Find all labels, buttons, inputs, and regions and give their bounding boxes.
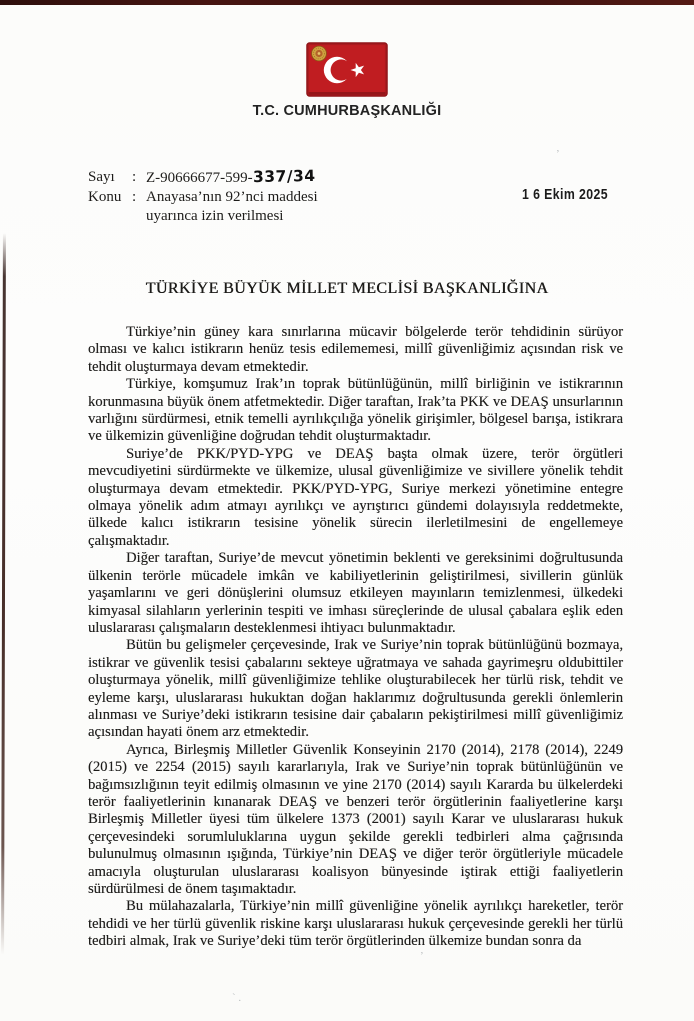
body-paragraph: Bütün bu gelişmeler çerçevesinde, Irak ve Suriye’nin toprak bütünlüğünü bozmaya, istikrar ve güvenlik tesisi çabalarını sekteye uğratmaya ve sahada gayrimeşru oldubittiler oluşturmaya yönelik, millî güvenliğimize tehlike oluşturabilecek her türlü risk, tehdit ve eyleme karşı, uluslararası hukuktan doğan haklarımız doğrultusunda gerekli önlemlerin alınması ve Suriye’deki istikrarın tesisine dair çabaların pekiştirilmesi millî güvenliğimiz açısından hayati önem arz etmektedir. [88,637,623,741]
body-paragraph: Türkiye’nin güney kara sınırlarına mücavir bölgelerde terör tehdidinin sürüyor olması ve kalıcı istikrarın henüz tesis edilememesi, millî güvenliğimiz açısından risk ve tehdit oluşturmaya devam etmektedir. [88,324,623,375]
presidential-seal-icon [312,46,327,61]
sayi-handwritten-number: 337/34 [252,166,316,187]
scan-edge-top [0,0,694,5]
body-paragraph: Bu mülahazalarla, Türkiye’nin millî güvenliğine yönelik ayrılıkçı hareketler, terör tehdidi ve her türlü güvenlik riskine karşı uluslararası hukuk çerçevesinde gerekli her türlü tedbiri almak, Irak ve Suriye’deki tüm terör örgütlerinden ülkemize bundan sonra da [88,898,623,950]
presidential-emblem [306,42,388,98]
scan-smudge: ’ [556,148,560,160]
konu-colon: : [132,189,137,205]
sayi-row [88,168,358,188]
sayi-label: Sayı [88,169,115,185]
scan-smudge: ` . [232,992,242,1004]
konu-label: Konu [88,189,122,205]
konu-row [88,188,358,226]
body-paragraph: Ayrıca, Birleşmiş Milletler Güvenlik Konseyinin 2170 (2014), 2178 (2014), 2249 (2015) ve 2254 (2015) sayılı kararlarıyla, Irak ve Suriye’nin toprak bütünlüğünün ve bağımsızlığının teyit edilmiş olmasının ve yine 2170 (2014) sayılı Kararda bu ülkelerdeki terör faaliyetlerinin kınanarak DEAŞ ve benzeri terör örgütlerinin faaliyetlerine karşı Birleşmiş Milletler üyesi tüm ülkelere 1373 (2001) sayılı Karar ve uluslararası hukuk çerçevesindeki sorumluluklarına uygun şekilde gerekli tedbirleri alma çağrısında bulunulmuş olmasının ışığında, Türkiye’nin DEAŞ ve diğer terör örgütleriyle mücadele amacıyla oluşturulan uluslararası koalisyon bünyesinde iştirak ettiği faaliyetlerin sürdürülmesi de önem taşımaktadır. [88,741,623,897]
sayi-colon: : [132,169,137,185]
scan-smudge: ’ [420,950,424,962]
sayi-printed-number: Z-90666677-599- [146,170,253,186]
scan-edge-left [1,233,6,955]
body-paragraph: Suriye’de PKK/PYD-YPG ve DEAŞ başta olmak üzere, terör örgütleri mevcudiyetini sürdürmekte ve ülkemize, ulusal güvenliğimize ve sivillere yönelik tehdit oluşturmaya devam etmektedir. PKK/PYD-YPG, Suriye merkezi yönetimine entegre olmaya yönelik adım atmayı ayrılıkçı ve ayrıştırıcı gündemi dolayısıyla reddetmekte, ülkede kalıcı istikrarın tesisine yönelik sürecin ilerletilmesini de engellemeye çalışmaktadır. [88,445,623,549]
turkish-flag-icon [306,42,388,98]
org-title: T.C. CUMHURBAŞKANLIĞI [252,103,442,119]
sayi-value [146,168,315,188]
konu-value: Anayasa’nın 92’nci maddesi uyarınca izin verilmesi [146,189,318,224]
letter-body [88,324,623,951]
recipient-title: TÜRKİYE BÜYÜK MİLLET MECLİSİ BAŞKANLIĞINA [145,280,549,297]
reference-block [88,168,358,226]
body-paragraph: Diğer taraftan, Suriye’de mevcut yönetimin beklenti ve gereksinimi doğrultusunda ülkenin terörle mücadele imkân ve kabiliyetlerinin geliştirilmesi, sivillerin günlük yaşamlarını ve geri dönüşlerini olumsuz etkileyen mayınların temizlenmesi, ülkedeki kimyasal silahların yerlerinin tespiti ve imhası süreçlerinde de ulusal çabalara eşlik eden uluslararası çalışmaların desteklenmesi ihtiyacı bulunmaktadır. [88,550,623,636]
date-stamp: 1 6 Ekim 2025 [522,186,609,203]
body-paragraph: Türkiye, komşumuz Irak’ın toprak bütünlüğünün, millî birliğinin ve istikrarının korunmasına büyük önem atfetmektedir. Diğer taraftan, Irak’ta PKK ve DEAŞ unsurlarının varlığını sürdürmesi, etnik temelli ayrılıkçılığa yönelik girişimler, bölgesel barışa, istikrara ve ülkemizin güvenliğine doğrudan tehdit oluşturmaktadır. [88,376,623,445]
